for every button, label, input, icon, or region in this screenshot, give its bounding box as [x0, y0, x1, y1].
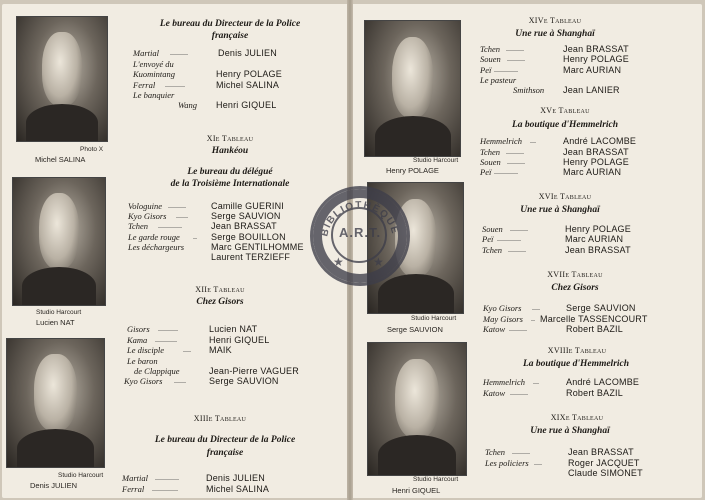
- actor-name: Roger JACQUET: [568, 458, 640, 468]
- dot-leader: .........: [506, 44, 524, 53]
- dot-leader: ...: [533, 377, 539, 386]
- svg-text:BIBLIOTHÈQUE: BIBLIOTHÈQUE: [319, 199, 401, 238]
- role-name: Souen: [480, 157, 501, 167]
- actor-name: Marc GENTILHOMME: [211, 242, 304, 252]
- role-name: Le baron: [127, 356, 158, 366]
- dot-leader: ..........: [165, 80, 185, 89]
- role-name: Kuomintang: [133, 69, 176, 79]
- dot-leader: .........: [168, 201, 186, 210]
- dot-leader: ....: [532, 303, 540, 312]
- scene-place: La boutique d'Hemmelrich: [522, 359, 630, 369]
- photo-credit: Studio Harcourt: [413, 157, 459, 164]
- actor-name: Robert BAZIL: [566, 324, 623, 334]
- dot-leader: ..: [531, 314, 535, 323]
- role-name: Tchen: [128, 221, 148, 231]
- actor-name: Jean-Pierre VAGUER: [209, 366, 299, 376]
- dot-leader: ............: [155, 473, 179, 482]
- scene-place: Une rue à Shanghaï: [515, 29, 595, 39]
- stamp-center-text: A.R.T.: [338, 225, 382, 240]
- actor-name: Denis JULIEN: [206, 473, 265, 483]
- dot-leader: ..: [193, 232, 197, 241]
- tableau-heading: XVe Tableau: [540, 106, 590, 115]
- library-stamp: [310, 186, 410, 286]
- tableau-heading: XVIe Tableau: [538, 192, 592, 201]
- scene-title: française: [211, 31, 249, 41]
- role-name: Le pasteur: [480, 75, 517, 85]
- role-name: L'envoyé du: [133, 59, 174, 69]
- role-name: Ferral: [122, 484, 145, 494]
- dot-leader: .............: [152, 484, 178, 493]
- actor-name: Henry POLAGE: [216, 69, 282, 79]
- actor-name: MAIK: [209, 345, 232, 355]
- dot-leader: .........: [512, 447, 530, 456]
- tableau-heading: XIIIe Tableau: [193, 414, 247, 423]
- actor-name: Henry POLAGE: [563, 157, 629, 167]
- role-name: May Gisors: [483, 314, 523, 324]
- actor-name: Marc AURIAN: [563, 167, 622, 177]
- role-name: Peï: [480, 65, 492, 75]
- actor-name: Jean BRASSAT: [565, 245, 631, 255]
- dot-leader: .........: [509, 324, 527, 333]
- actor-name: Jean BRASSAT: [563, 147, 629, 157]
- photo-caption: Serge SAUVION: [387, 325, 443, 334]
- dot-leader: .........: [508, 245, 526, 254]
- role-name: Smithson: [513, 85, 545, 95]
- role-name: Katow: [483, 388, 506, 398]
- photo-caption: Lucien NAT: [36, 318, 75, 327]
- portrait-photo: [6, 338, 105, 468]
- role-name: Kama: [127, 335, 148, 345]
- dot-leader: .........: [170, 48, 188, 57]
- role-name: Hemmelrich: [480, 136, 523, 146]
- role-name: Martial: [122, 473, 148, 483]
- dot-leader: ...........: [155, 335, 177, 344]
- portrait-photo: [367, 342, 467, 476]
- dot-leader: .........: [506, 147, 524, 156]
- role-name: Martial: [133, 48, 159, 58]
- actor-name: Jean LANIER: [563, 85, 620, 95]
- scene-title: Le bureau du Directeur de la Police: [159, 19, 301, 29]
- actor-name: Henri GIQUEL: [209, 335, 270, 345]
- dot-leader: ............: [494, 65, 518, 74]
- photo-credit: Studio Harcourt: [58, 472, 104, 479]
- actor-name: Lucien NAT: [209, 324, 258, 334]
- role-name: Gisors: [127, 324, 150, 334]
- photo-credit: Studio Harcourt: [413, 476, 459, 483]
- actor-name: Jean BRASSAT: [568, 447, 634, 457]
- photo-credit: Studio Harcourt: [36, 309, 82, 316]
- photo-caption: Michel SALINA: [35, 155, 86, 164]
- actor-name: Serge SAUVION: [566, 303, 636, 313]
- photo-caption: Henry POLAGE: [386, 166, 439, 175]
- dot-leader: ....: [183, 345, 191, 354]
- scene-place: Une rue à Shanghaï: [520, 205, 600, 215]
- dot-leader: ..........: [158, 324, 178, 333]
- scene-place: Chez Gisors: [551, 283, 599, 293]
- star-icon: ★: [373, 255, 384, 269]
- role-name: Le disciple: [127, 345, 165, 355]
- actor-name: André LACOMBE: [563, 136, 637, 146]
- dot-leader: .........: [507, 157, 525, 166]
- dot-leader: ......: [176, 211, 188, 220]
- role-name: Kyo Gisors: [128, 211, 167, 221]
- dot-leader: .........: [507, 54, 525, 63]
- dot-leader: ...: [530, 136, 536, 145]
- role-name: Tchen: [480, 147, 500, 157]
- actor-name: Serge BOUILLON: [211, 232, 286, 242]
- tableau-heading: XIXe Tableau: [550, 413, 604, 422]
- actor-name: Michel SALINA: [216, 80, 280, 90]
- tableau-heading: XVIIIe Tableau: [547, 346, 607, 355]
- role-name: Les déchargeurs: [128, 242, 185, 252]
- role-name: Kyo Gisors: [483, 303, 522, 313]
- dot-leader: .........: [510, 224, 528, 233]
- role-name: Peï: [482, 234, 494, 244]
- role-name: Peï: [480, 167, 492, 177]
- actor-name: Jean BRASSAT: [211, 221, 277, 231]
- star-icon: ★: [333, 255, 344, 269]
- role-name: Wang: [178, 100, 198, 110]
- tableau-heading: XIe Tableau: [206, 134, 254, 143]
- actor-name: Serge SAUVION: [209, 376, 279, 386]
- role-name: Tchen: [485, 447, 505, 457]
- role-name: Vologuine: [128, 201, 162, 211]
- scene-place: Une rue à Shanghaï: [530, 426, 610, 436]
- tableau-heading: XVIIe Tableau: [547, 270, 603, 279]
- photo-caption: Henri GIQUEL: [392, 486, 441, 495]
- role-name: Tchen: [482, 245, 502, 255]
- role-name: Souen: [480, 54, 501, 64]
- actor-name: Denis JULIEN: [218, 48, 277, 58]
- dot-leader: ............: [497, 234, 521, 243]
- scene-title: Le bureau du délégué: [187, 167, 273, 177]
- tableau-heading: XIVe Tableau: [528, 16, 582, 25]
- portrait-photo: [364, 20, 461, 157]
- tableau-heading: XIIe Tableau: [195, 285, 245, 294]
- actor-name: Marcelle TASSENCOURT: [540, 314, 648, 324]
- photo-caption: Denis JULIEN: [30, 481, 78, 490]
- actor-name: Marc AURIAN: [563, 65, 622, 75]
- role-name: Ferral: [133, 80, 156, 90]
- actor-name: Claude SIMONET: [568, 468, 643, 478]
- role-name: Katow: [483, 324, 506, 334]
- actor-name: Serge SAUVION: [211, 211, 281, 221]
- role-name: Tchen: [480, 44, 500, 54]
- dot-leader: ............: [494, 167, 518, 176]
- role-name: Le banquier: [133, 90, 175, 100]
- role-name: Les policiers: [485, 458, 529, 468]
- scene-title: française: [206, 448, 244, 458]
- actor-name: Michel SALINA: [206, 484, 270, 494]
- role-name: Kyo Gisors: [124, 376, 163, 386]
- actor-name: Henri GIQUEL: [216, 100, 277, 110]
- actor-name: Camille GUERINI: [211, 201, 285, 211]
- role-name: de Clappique: [134, 366, 180, 376]
- scene-title: de la Troisième Internationale: [170, 179, 290, 189]
- actor-name: Henry POLAGE: [563, 54, 629, 64]
- actor-name: André LACOMBE: [566, 377, 640, 387]
- scene-title: Le bureau du Directeur de la Police: [154, 435, 296, 445]
- photo-credit: Photo X: [80, 146, 104, 153]
- scene-place: La boutique d'Hemmelrich: [511, 120, 619, 130]
- actor-name: Laurent TERZIEFF: [211, 252, 291, 262]
- actor-name: Henry POLAGE: [565, 224, 631, 234]
- dot-leader: .........: [510, 388, 528, 397]
- actor-name: Robert BAZIL: [566, 388, 623, 398]
- actor-name: Jean BRASSAT: [563, 44, 629, 54]
- portrait-photo: [16, 16, 108, 142]
- dot-leader: ............: [158, 221, 182, 230]
- scene-place: Chez Gisors: [196, 297, 244, 307]
- portrait-photo: [12, 177, 106, 306]
- actor-name: Marc AURIAN: [565, 234, 624, 244]
- role-name: Souen: [482, 224, 503, 234]
- dot-leader: ......: [174, 376, 186, 385]
- role-name: Le garde rouge: [128, 232, 180, 242]
- photo-credit: Studio Harcourt: [411, 315, 457, 322]
- dot-leader: ....: [534, 458, 542, 467]
- role-name: Hemmelrich: [483, 377, 526, 387]
- scene-place: Hankéou: [211, 146, 249, 156]
